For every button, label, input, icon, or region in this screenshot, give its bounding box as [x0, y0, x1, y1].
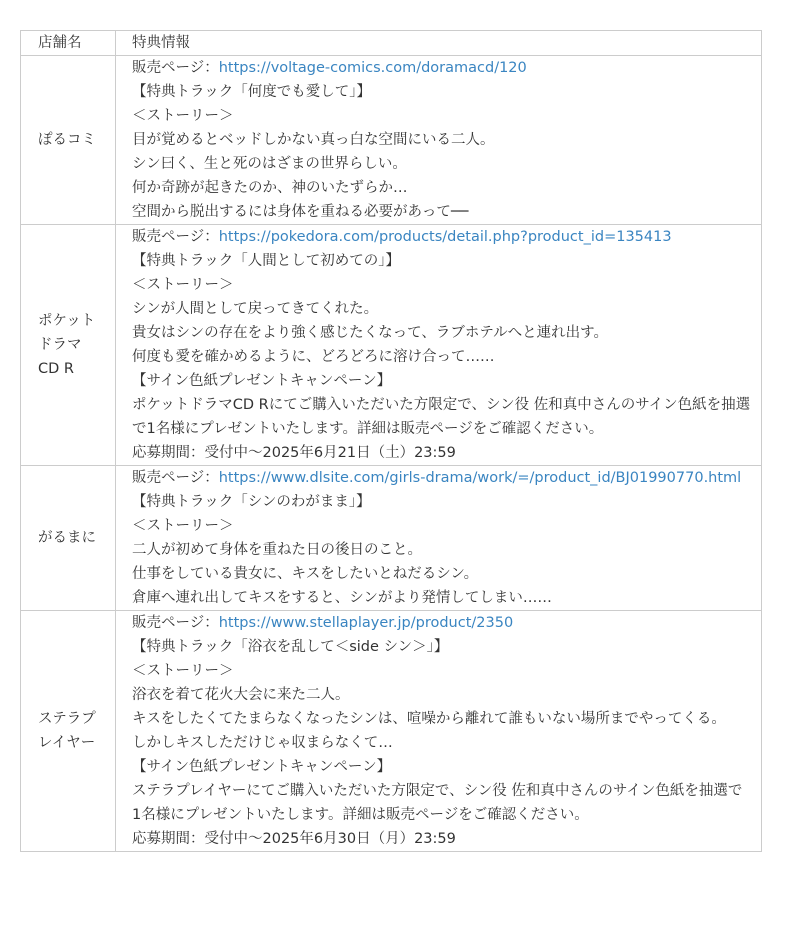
info-line: 空間から脱出するには身体を重ねる必要があって── — [132, 204, 469, 220]
store-name: ポケットドラマCD R — [21, 225, 116, 466]
store-name: ぽるコミ — [21, 56, 116, 225]
sale-page-line — [132, 611, 751, 635]
table-row — [21, 56, 762, 225]
sale-page-line — [132, 225, 751, 249]
info-line: 【特典トラック「何度でも愛して」】 — [132, 84, 371, 100]
info-line: 浴衣を着て花火大会に来た二人。 — [132, 687, 350, 703]
info-line: ＜ストーリー＞ — [132, 518, 234, 534]
info-line: ステラプレイヤーにてご購入いただいた方限定で、シン役 佐和真中さんのサイン色紙を抽選で1名様にプレゼントいたします。詳細は販売ページをご確認ください。 — [132, 783, 743, 823]
sale-page-link[interactable]: https://www.stellaplayer.jp/product/2350 — [218, 615, 514, 631]
info-line: シン曰く、生と死のはざまの世界らしい。 — [132, 156, 407, 172]
info-line: ポケットドラマCD Rにてご購入いただいた方限定で、シン役 佐和真中さんのサイン色紙を抽選で1名様にプレゼントいたします。詳細は販売ページをご確認ください。 — [132, 397, 751, 437]
info-line: 貴女はシンの存在をより強く感じたくなって、ラブホテルへと連れ出す。 — [132, 325, 608, 341]
info-line: 目が覚めるとベッドしかない真っ白な空間にいる二人。 — [132, 132, 495, 148]
sale-page-link[interactable]: https://www.dlsite.com/girls-drama/work/=/product_id/BJ01990770.html — [218, 470, 742, 486]
table-row — [21, 225, 762, 466]
sale-page-line — [132, 466, 751, 490]
table-row — [21, 611, 762, 852]
table-row — [21, 466, 762, 611]
info-line: 応募期間：受付中〜2025年6月21日（土）23:59 — [132, 445, 456, 461]
store-name: がるまに — [21, 466, 116, 611]
info-line: ＜ストーリー＞ — [132, 663, 234, 679]
info-line: 仕事をしている貴女に、キスをしたいとねだるシン。 — [132, 566, 479, 582]
info-line: 応募期間：受付中〜2025年6月30日（月）23:59 — [132, 831, 456, 847]
table-header-row — [21, 31, 762, 56]
info-line: シンが人間として戻ってきてくれた。 — [132, 301, 379, 317]
sale-page-label: 販売ページ： — [132, 615, 219, 631]
sale-page-label: 販売ページ： — [132, 470, 219, 486]
info-line: 【サイン色紙プレゼントキャンペーン】 — [132, 373, 392, 389]
benefit-info — [116, 56, 762, 225]
header-benefits: 特典情報 — [116, 31, 762, 56]
info-line: 二人が初めて身体を重ねた日の後日のこと。 — [132, 542, 422, 558]
sale-page-label: 販売ページ： — [132, 60, 219, 76]
sale-page-line — [132, 56, 751, 80]
info-line: ＜ストーリー＞ — [132, 277, 234, 293]
benefits-table — [20, 30, 762, 852]
benefit-info — [116, 466, 762, 611]
benefit-info — [116, 611, 762, 852]
benefit-info — [116, 225, 762, 466]
header-store: 店舗名 — [21, 31, 116, 56]
info-line: しかしキスしただけじゃ収まらなくて… — [132, 735, 393, 751]
info-line: 【特典トラック「人間として初めての」】 — [132, 253, 400, 269]
info-line: 【特典トラック「シンのわがまま」】 — [132, 494, 371, 510]
info-line: 【サイン色紙プレゼントキャンペーン】 — [132, 759, 392, 775]
info-line: キスをしたくてたまらなくなったシンは、喧噪から離れて誰もいない場所までやってくる。 — [132, 711, 726, 727]
info-line: 何度も愛を確かめるように、どろどろに溶け合って…… — [132, 349, 495, 365]
sale-page-label: 販売ページ： — [132, 229, 219, 245]
benefits-table-container — [20, 30, 762, 852]
info-line: ＜ストーリー＞ — [132, 108, 234, 124]
info-line: 何か奇跡が起きたのか、神のいたずらか… — [132, 180, 408, 196]
info-line: 倉庫へ連れ出してキスをすると、シンがより発情してしまい…… — [132, 590, 552, 606]
sale-page-link[interactable]: https://voltage-comics.com/doramacd/120 — [218, 60, 527, 76]
info-line: 【特典トラック「浴衣を乱して＜side シン＞」】 — [132, 639, 449, 655]
store-name: ステラプレイヤー — [21, 611, 116, 852]
sale-page-link[interactable]: https://pokedora.com/products/detail.php?product_id=135413 — [218, 229, 672, 245]
